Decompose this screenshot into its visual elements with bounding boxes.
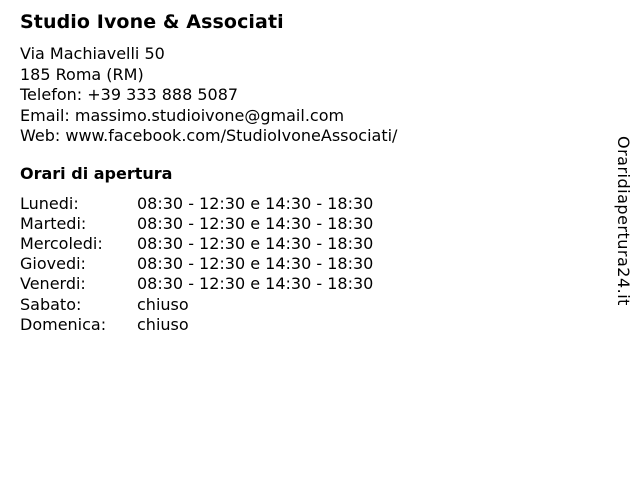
hours-row-wednesday [20,234,600,254]
day-label: Sabato: [20,294,82,314]
web-text: Web: www.facebook.com/StudioIvoneAssociati/ [20,126,398,145]
time-value: chiuso [137,314,189,334]
time-value: 08:30 - 12:30 e 14:30 - 18:30 [137,274,374,294]
time-value: 08:30 - 12:30 e 14:30 - 18:30 [137,213,374,233]
day-label: Giovedi: [20,254,86,274]
business-address [20,44,600,147]
business-card [20,10,600,335]
day-label: Venerdi: [20,274,86,294]
opening-hours-title: Orari di apertura [20,163,173,183]
address-street: Via Machiavelli 50 [20,44,165,63]
time-value: 08:30 - 12:30 e 14:30 - 18:30 [137,193,374,213]
address-city: 185 Roma (RM) [20,64,144,84]
time-value: 08:30 - 12:30 e 14:30 - 18:30 [137,233,374,253]
day-label: Mercoledi: [20,233,103,253]
hours-row-thursday [20,254,600,274]
day-label: Domenica: [20,314,107,334]
hours-row-saturday [20,295,600,315]
email-text: Email: massimo.studioivone@gmail.com [20,105,345,125]
opening-hours-table [20,194,600,335]
day-label: Martedi: [20,213,87,233]
site-brand-label: Oraridiapertura24.it [614,136,633,306]
time-value: chiuso [137,294,189,314]
hours-row-tuesday [20,214,600,234]
hours-row-friday [20,274,600,294]
hours-row-monday [20,194,600,214]
business-name: Studio Ivone & Associati [20,11,284,33]
time-value: 08:30 - 12:30 e 14:30 - 18:30 [137,254,374,274]
hours-row-sunday [20,315,600,335]
phone-text: Telefon: +39 333 888 5087 [20,85,239,104]
day-label: Lunedi: [20,193,79,213]
